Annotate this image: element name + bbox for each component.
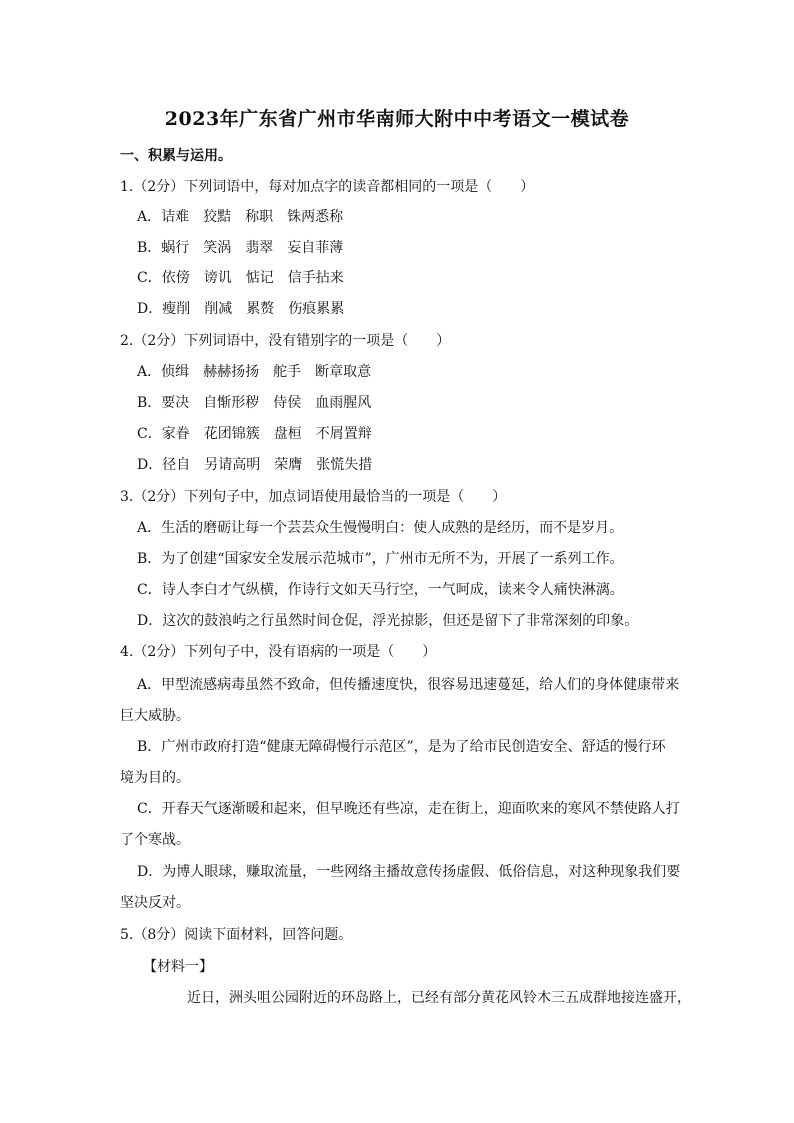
question-4-option-b-line1: B．广州市政府打造“健康无障碍慢行示范区”，是为了给市民创造安全、舒适的慢行环 (137, 739, 666, 755)
question-2-option-a (137, 362, 385, 382)
question-1-option-b (137, 238, 357, 258)
question-4-option-d-line2: 坚决反对。 (120, 895, 190, 911)
question-1-stem: 1.（2分）下列词语中，每对加点字的读音都相同的一项是（ ） (120, 179, 535, 195)
option-word: 狡黠 (203, 209, 232, 225)
question-3-option-d: D．这次的鼓浪屿之行虽然时间仓促，浮光掠影，但还是留下了非常深刻的印象。 (137, 613, 639, 629)
option-word: 赫赫扬扬 (203, 364, 260, 380)
question-1-option-c (137, 268, 358, 288)
question-1-option-d (137, 299, 358, 319)
option-word: 侦缉 (161, 364, 190, 380)
option-word: 盘桓 (273, 426, 302, 442)
option-word: 妄自菲薄 (287, 240, 344, 256)
option-word: 称职 (245, 209, 274, 225)
question-1-option-a (137, 207, 357, 227)
option-word: 蜗行 (161, 240, 190, 256)
option-word: 削减 (204, 301, 233, 317)
question-2-option-c (137, 424, 386, 444)
question-5-stem: 5.（8分）阅读下面材料，回答问题。 (120, 927, 353, 943)
question-4-option-a-line2: 巨大威胁。 (120, 708, 190, 724)
option-word: 另请高明 (204, 457, 261, 473)
option-label: C． (137, 426, 162, 442)
question-4-option-c-line2: 了个寒战。 (120, 832, 190, 848)
option-word: 诘难 (161, 209, 190, 225)
question-4-option-d-line1: D．为博人眼球，赚取流量，一些网络主播故意传扬虚假、低俗信息，对这种现象我们要 (137, 864, 681, 880)
option-word: 谤讥 (203, 270, 232, 286)
option-word: 翡翠 (245, 240, 274, 256)
option-word: 侍侯 (273, 395, 302, 411)
option-label: B． (137, 395, 162, 411)
option-label: A． (137, 209, 162, 225)
option-word: 自惭形秽 (203, 395, 260, 411)
option-label: A． (137, 364, 162, 380)
option-word: 荣膺 (274, 457, 303, 473)
option-word: 张慌失措 (316, 457, 373, 473)
section-heading: 一、积累与运用。 (120, 148, 232, 164)
question-4-option-b-line2: 境为目的。 (120, 770, 190, 786)
option-word: 瘦削 (162, 301, 191, 317)
question-3-option-a: A．生活的磨砺让每一个芸芸众生慢慢明白：使人成熟的是经历，而不是岁月。 (137, 520, 624, 536)
option-word: 惦记 (245, 270, 274, 286)
option-word: 信手拈来 (287, 270, 344, 286)
material-label: 【材料一】 (143, 959, 213, 975)
option-word: 铢两悉称 (287, 209, 344, 225)
option-word: 伤痕累累 (288, 301, 345, 317)
question-4-option-a-line1: A．甲型流感病毒虽然不致命，但传播速度快，很容易迅速蔓延，给人们的身体健康带来 (137, 677, 680, 693)
option-word: 径自 (162, 457, 191, 473)
option-word: 家眷 (161, 426, 190, 442)
option-label: D． (137, 457, 163, 473)
question-2-option-d (137, 455, 386, 475)
question-3-option-c: C．诗人李白才气纵横，作诗行文如天马行空，一气呵成，读来令人痛快淋漓。 (137, 582, 624, 598)
question-3-option-b: B．为了创建“国家安全发展示范城市”，广州市无所不为，开展了一系列工作。 (137, 551, 624, 567)
question-3-stem: 3.（2分）下列句子中，加点词语使用最恰当的一项是（ ） (120, 489, 507, 505)
question-2-stem: 2.（2分）下列词语中，没有错别字的一项是（ ） (120, 333, 451, 349)
option-word: 舵手 (273, 364, 302, 380)
option-label: C． (137, 270, 162, 286)
option-word: 断章取意 (315, 364, 372, 380)
option-word: 笑涡 (203, 240, 232, 256)
material-paragraph: 近日，洲头咀公园附近的环岛路上，已经有部分黄花风铃木三五成群地接连盛开， (187, 990, 691, 1006)
option-label: B． (137, 240, 162, 256)
option-word: 累赘 (246, 301, 275, 317)
option-word: 依傍 (161, 270, 190, 286)
question-4-option-c-line1: C．开春天气逐渐暖和起来，但早晚还有些凉，走在街上，迎面吹来的寒风不禁使路人打 (137, 801, 680, 817)
exam-title: 2023年广东省广州市华南师大附中中考语文一模试卷 (164, 108, 630, 130)
option-word: 血雨腥风 (315, 395, 372, 411)
option-word: 要决 (161, 395, 190, 411)
question-4-stem: 4.（2分）下列句子中，没有语病的一项是（ ） (120, 644, 437, 660)
question-2-option-b (137, 393, 385, 413)
option-word: 花团锦簇 (203, 426, 260, 442)
option-word: 不屑置辩 (315, 426, 372, 442)
option-label: D． (137, 301, 163, 317)
